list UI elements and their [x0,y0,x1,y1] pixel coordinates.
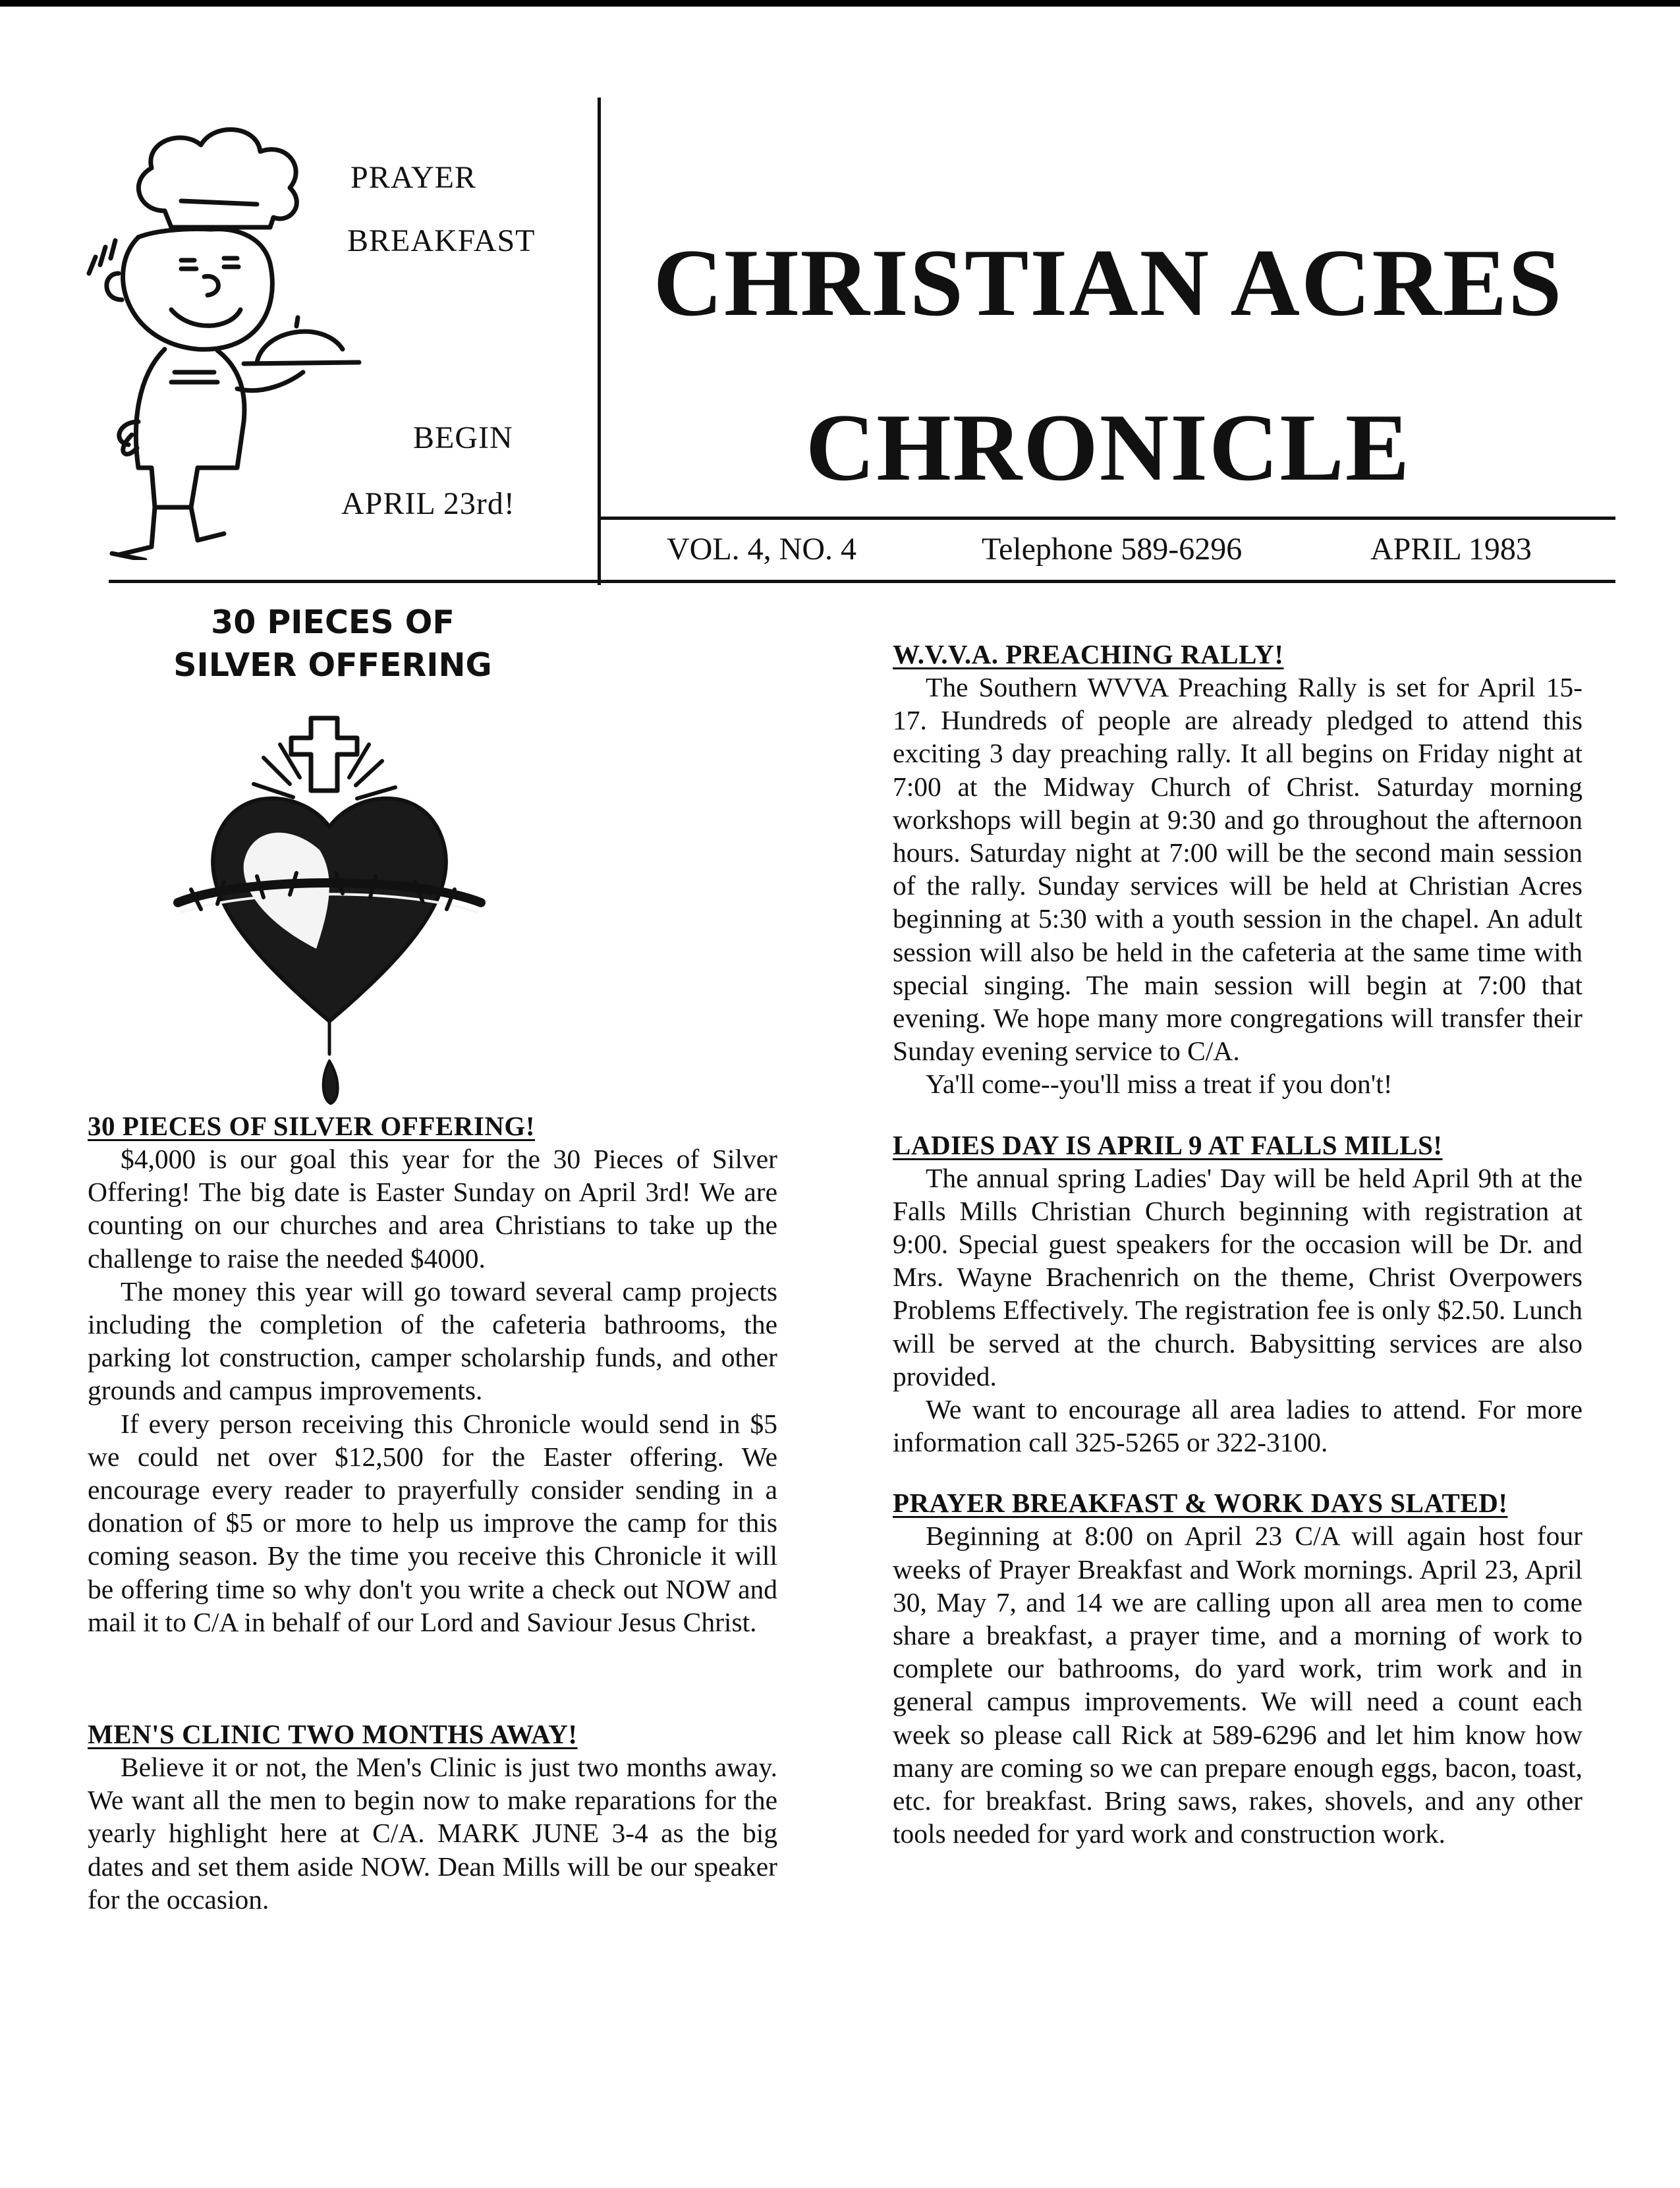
article-heading: LADIES DAY IS APRIL 9 AT FALLS MILLS! [893,1129,1443,1160]
article-paragraph: Ya'll come--you'll miss a treat if you don't! [926,1069,1393,1100]
sacred-heart-illustration [165,712,494,1107]
article [893,1129,1582,1459]
newsletter-title-line2: CHRONICLE [805,393,1411,501]
left-column [88,1109,777,1916]
article-paragraph: $4,000 is our goal this year for the 30 Pieces of Silver Offering! The big date is Easter Sunday on April 3rd! We are counting on our churches and area Christians to take up the challenge to raise the needed $4000. [88,1144,777,1274]
article [88,1109,777,1639]
right-column [893,638,1582,1851]
article-heading: W.V.V.A. PREACHING RALLY! [893,639,1284,669]
article-paragraph: The money this year will go toward several camp projects including the completion of the cafeteria bathrooms, the parking lot construction, camper scholarship funds, and other grounds and campus improvements. [88,1276,777,1406]
article-paragraph: Beginning at 8:00 on April 23 C/A will again host four weeks of Prayer Breakfast and Work mornings. April 23, April 30, May 7, and 14 we are calling upon all area men to come share a breakfast, a prayer time, and a morning of work to complete our bathrooms, do yard work, trim work and in general campus improvements. We will need a count each week so please call Rick at 589-6296 and let him know how many are coming so we can prepare enough eggs, bacon, toast, etc. for breakfast. Bring saws, rakes, shovels, and any other tools needed for yard work and construction work. [893,1521,1582,1849]
promo-line-breakfast: BREAKFAST [347,223,536,258]
article-heading: 30 PIECES OF SILVER OFFERING! [88,1111,535,1141]
promo-line-begin: BEGIN [413,420,513,455]
article-heading: PRAYER BREAKFAST & WORK DAYS SLATED! [893,1488,1508,1519]
promo-line-date: APRIL 23rd! [341,486,515,521]
newsletter-title-line1: CHRISTIAN ACRES [653,229,1563,336]
sidebar-title-line1: 30 PIECES OF [211,603,455,641]
article-heading: MEN'S CLINIC TWO MONTHS AWAY! [88,1719,578,1750]
sidebar-title-line2: SILVER OFFERING [173,646,492,684]
masthead-bottom-divider [109,580,1615,583]
article-paragraph: The annual spring Ladies' Day will be held April 9th at the Falls Mills Christian Church beginning with registration at 9:00. Special guest speakers for the occasion will be Dr. and Mrs. Wayne Brachenrich on the theme, Christ Overpowers Problems Effectively. The registration fee is only $2.50. Lunch will be served at the church. Babysitting services are also provided. [893,1162,1582,1391]
article [893,1486,1582,1850]
article [893,638,1582,1101]
article [88,1718,777,1916]
promo-line-prayer: PRAYER [350,160,476,195]
article-paragraph: We want to encourage all area ladies to attend. For more information call 325-5265 or 322-3100. [893,1394,1582,1458]
top-border [0,0,1680,7]
issue-telephone: Telephone 589-6296 [982,532,1243,567]
article-paragraph: Believe it or not, the Men's Clinic is just two months away. We want all the men to begin now to make reparations for the yearly highlight here at C/A. MARK JUNE 3-4 as the big dates and set them aside NOW. Dean Mills will be our speaker for the occasion. [88,1752,777,1915]
article-paragraph: If every person receiving this Chronicle would send in $5 we could net over $12,500 for the Easter offering. We encourage every reader to prayerfully consider sending in a donation of $5 or more to help us improve the camp for this coming season. By the time you receive this Chronicle it will be offering time so why don't you write a check out NOW and mail it to C/A in behalf of our Lord and Saviour Jesus Christ. [88,1408,777,1637]
masthead-vertical-divider [598,98,601,585]
article-paragraph: The Southern WVVA Preaching Rally is set for April 15-17. Hundreds of people are already pledged to attend this exciting 3 day preaching rally. It all begins on Friday night at 7:00 at the Midway Church of Christ. Saturday morning workshops will begin at 9:30 and go throughout the afternoon hours. Saturday night at 7:00 will be the second main session of the rally. Sunday services will be held at Christian Acres beginning at 5:30 with a youth session in the chapel. An adult session will also be held in the cafeteria at the same time with special singing. The main session will begin at 7:00 that evening. We hope many more congregations will transfer their Sunday evening service to C/A. [893,672,1582,1067]
issue-date: APRIL 1983 [1370,532,1532,567]
issue-line-divider [601,517,1615,520]
issue-volume: VOL. 4, NO. 4 [667,532,856,567]
